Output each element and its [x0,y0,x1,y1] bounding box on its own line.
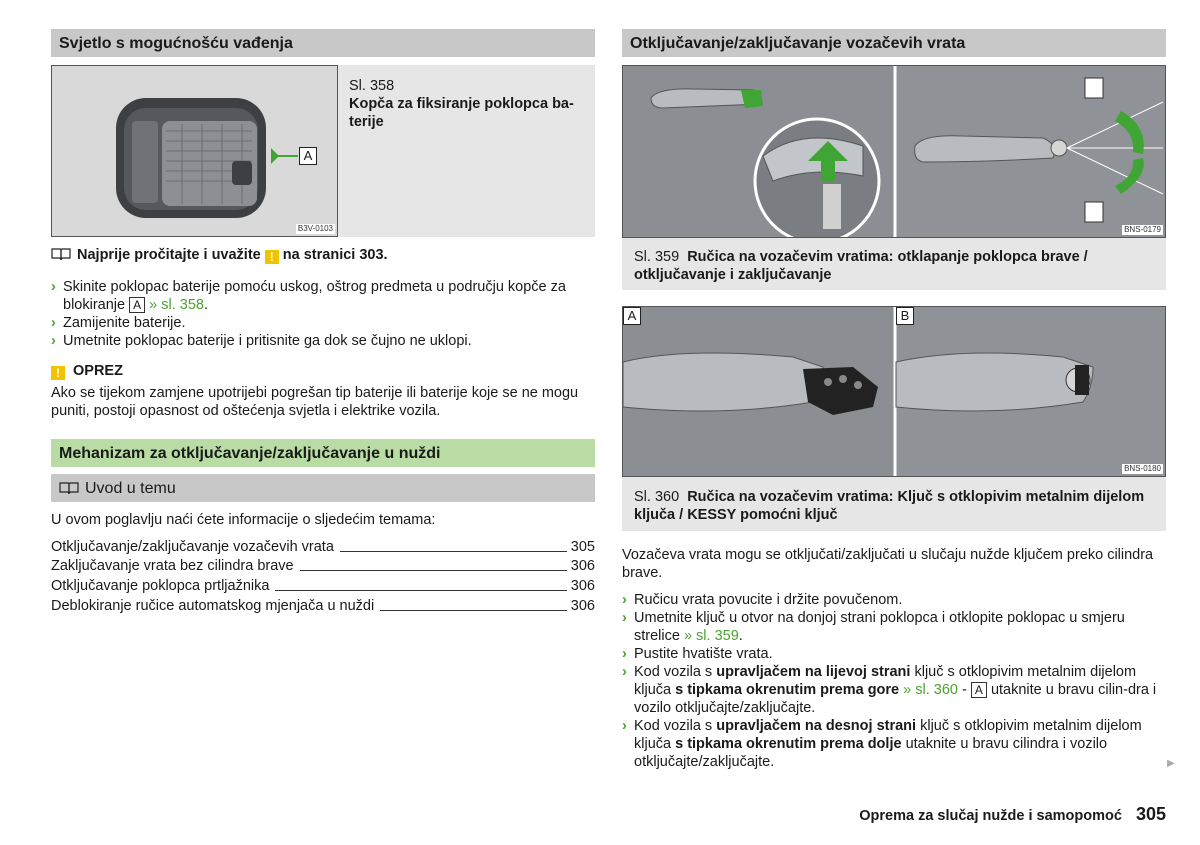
figure-358-caption: Kopča za fiksiranje poklopca ba-terije [349,96,574,130]
book-icon [59,481,79,495]
toc-row[interactable] [51,555,595,575]
label-a: A [299,147,317,165]
figure-caption-text: Ručica na vozačevim vratima: otklapanje poklopca brave / otključavanje i zaključavanje [634,249,1088,283]
step-emphasis: s tipkama okrenutim prema gore [675,682,900,698]
step-emphasis: upravljačem na desnoj strani [716,718,917,734]
bullet-arrow-icon: › [622,718,627,734]
list-item [622,609,1166,645]
figure-code: BNS-0179 [1124,225,1161,234]
step-text: Zamijenite baterije. [63,315,186,331]
caution-box [51,362,595,420]
section-header-door-lock [622,29,1166,57]
bullet-arrow-icon: › [51,315,56,331]
label-a: A [623,307,641,325]
section-header-removable-light [51,29,595,57]
step-emphasis: upravljačem na lijevoj strani [716,664,911,680]
warning-icon: ! [265,250,279,264]
toc-title: Deblokiranje ručice automatskog mjenjača u nuždi [51,598,375,614]
figure-link[interactable]: » sl. 360 [903,682,958,698]
label-a-box: A [971,682,987,698]
step-text: Ručicu vrata povucite i držite povučenom. [634,592,903,608]
bullet-arrow-icon: › [51,279,56,295]
toc-page: 306 [570,558,595,574]
figure-360 [622,306,1166,531]
bullet-arrow-icon: › [622,592,627,608]
caution-header [51,362,595,380]
list-item [51,314,595,332]
step-end: . [203,297,209,313]
toc-row[interactable] [51,575,595,595]
toc-page: 305 [570,539,595,555]
caution-title: OPREZ [73,363,123,379]
battery-steps [51,278,595,350]
section-title: Otključavanje/zaključavanje vozačevih vrata [630,35,966,52]
section-header-emergency [51,439,595,467]
step-dash: - [962,682,967,698]
toc-page: 306 [570,598,595,614]
warning-icon: ! [51,366,65,380]
toc-row[interactable] [51,595,595,615]
step-emphasis: s tipkama okrenutim prema dolje [675,736,902,752]
toc-leader [275,590,566,591]
figure-358-number: Sl. 358 [349,78,395,94]
intro-paragraph: Vozačeva vrata mogu se otključati/zaključati u slučaju nužde ključem preko cilindra brave. [622,547,1154,581]
toc-title: Zaključavanje vrata bez cilindra brave [51,558,294,574]
door-handle-illustration [623,66,1166,238]
intro-header [51,474,595,502]
step-text: Umetnite poklopac baterije i pritisnite ga dok se čujno ne uklopi. [63,333,472,349]
figure-link[interactable]: » sl. 359 [683,628,739,644]
step-text: Kod vozila s [634,718,713,734]
bullet-arrow-icon: › [622,646,627,662]
list-item [622,591,1166,609]
key-in-lock-illustration [623,307,1166,477]
figure-code: B3V-0103 [297,224,333,233]
intro-title: Uvod u temu [85,480,176,497]
label-b: B [896,307,914,325]
figure-code: BNS-0180 [1124,464,1161,473]
step-text: Umetnite ključ u otvor na donjoj strani poklopca i otklopite poklopac u smjeru strelice [634,610,1125,644]
step-text: ključ s otklopivim metalnim dijelom ključa [634,718,1142,752]
key-light-illustration [52,66,338,237]
step-text: utaknite u bravu cilin-dra i vozilo otključajte/zaključajte. [634,682,1157,716]
step-text: Pustite hvatište vrata. [634,646,773,662]
list-item [51,278,595,314]
toc-leader [300,570,567,571]
figure-caption-text: Ručica na vozačevim vratima: Ključ s otklopivim metalnim dijelom ključa / KESSY pomoćni ključ [634,489,1145,523]
bullet-arrow-icon: › [622,610,627,626]
list-item [622,717,1166,771]
figure-359-image [622,65,1166,238]
figure-number: Sl. 360 [634,489,680,505]
read-first-prefix: Najprije pročitajte i uvažite [77,247,261,263]
step-text: Skinite poklopac baterije pomoću uskog, oštrog predmeta u području kopče za blokiranje [63,279,566,313]
read-first-note [51,246,595,264]
list-item [622,663,1166,717]
step-text: utaknite u bravu cilindra i vozilo otključajte/zaključajte. [634,736,1108,770]
figure-359 [622,65,1166,290]
page-footer [859,805,1166,825]
chapter-title: Oprema za slučaj nužde i samopomoć [859,808,1122,824]
label-a-box: A [129,297,145,313]
toc-title: Otključavanje/zaključavanje vozačevih vrata [51,539,334,555]
figure-358-image [51,65,338,237]
bullet-arrow-icon: › [51,333,56,349]
page-number: 305 [1135,804,1166,824]
figure-link[interactable]: » sl. 358 [149,297,204,313]
toc-leader [380,610,567,611]
door-steps [622,591,1166,771]
bullet-arrow-icon: › [622,664,627,680]
read-first-suffix: na stranici 303. [282,247,388,263]
figure-number: Sl. 359 [634,249,680,265]
continue-arrow-icon: ▶ [1167,758,1175,769]
section-title: Svjetlo s mogućnošću vađenja [59,35,293,52]
step-text: ključ s otklopivim metalnim dijelom ključa [634,664,1137,698]
toc-leader [340,551,567,552]
figure-359-caption [634,248,1154,284]
list-item [51,332,595,350]
section-title: Mehanizam za otključavanje/zaključavanje u nuždi [59,445,441,462]
figure-360-caption [634,488,1158,524]
step-text: Kod vozila s [634,664,713,680]
intro-text: U ovom poglavlju naći ćete informacije o sljedećim temama: [51,512,436,528]
toc-row[interactable] [51,536,595,556]
toc-page: 306 [570,578,595,594]
figure-360-image [622,306,1166,477]
figure-358 [51,65,595,237]
step-end: . [738,628,743,644]
toc-title: Otključavanje poklopca prtljažnika [51,578,270,594]
list-item [622,645,1166,663]
caution-text: Ako se tijekom zamjene upotrijebi pogrešan tip baterije ili baterije koje se ne mogu puniti, postoji opasnost od oštećenja svjetla i elektrike vozila. [51,385,579,419]
book-icon [51,247,71,261]
